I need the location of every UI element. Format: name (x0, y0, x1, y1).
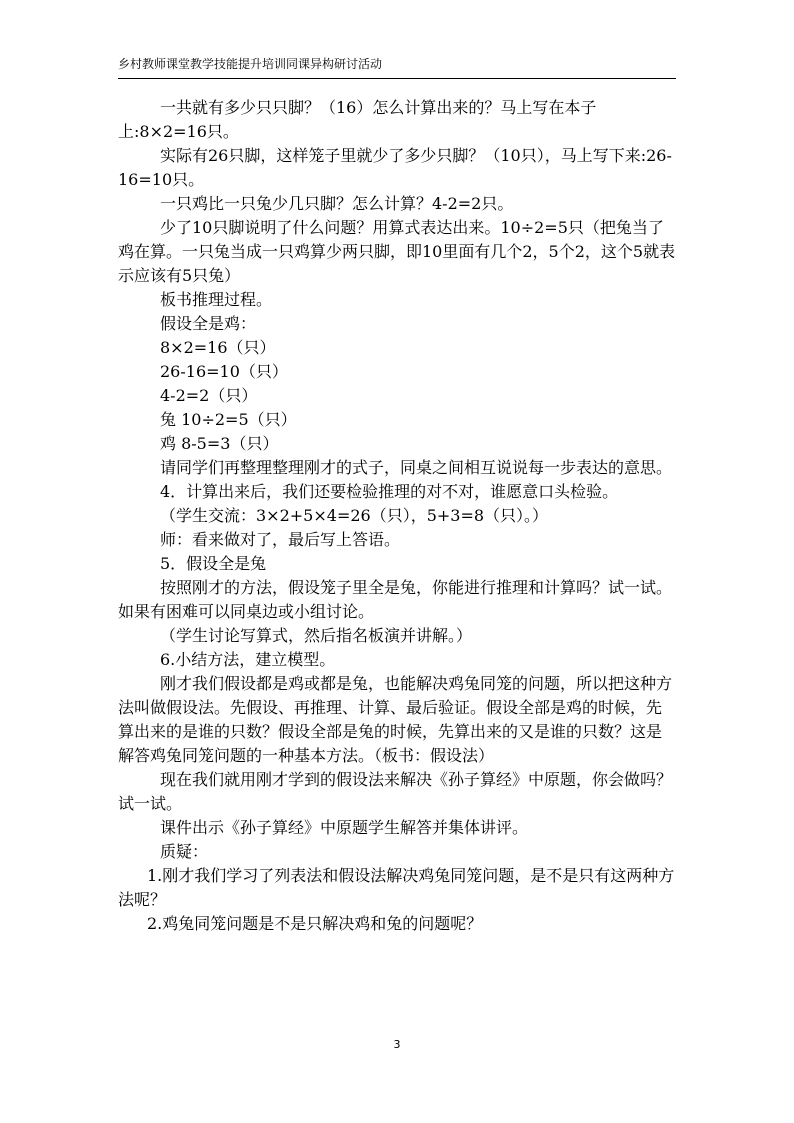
paragraph: 质疑： (160, 842, 209, 861)
paragraph: 板书推理过程。 (160, 290, 273, 309)
document-body (118, 96, 676, 936)
equation-line: 4-2=2（只） (160, 386, 258, 405)
header-rule (118, 78, 676, 79)
paragraph: 师：看来做对了，最后写上答语。 (160, 530, 401, 549)
equation-line: 兔 10÷2=5（只） (160, 410, 297, 429)
paragraph: 现在我们就用刚才学到的假设法来解决《孙子算经》中原题，你会做吗？试一试。 (118, 770, 673, 813)
paragraph: 假设全是鸡： (160, 314, 257, 333)
paragraph: 刚才我们假设都是鸡或都是兔，也能解决鸡兔同笼的问题，所以把这种方法叫做假设法。先假设、再推理、计算、最后验证。假设全部是鸡的时候，先算出来的是谁的只数？假设全部是兔的时候，先算出来的又是谁的只数？这是解答鸡兔同笼问题的一种基本方法。（板书：假设法） (118, 674, 673, 765)
question-item: 1.刚才我们学习了列表法和假设法解决鸡兔同笼问题，是不是只有这两种方法呢？ (118, 866, 675, 909)
section-heading: 6.小结方法，建立模型。 (160, 650, 336, 669)
question-item: 2.鸡兔同笼问题是不是只解决鸡和兔的问题呢？ (147, 914, 483, 933)
paragraph: 课件出示《孙子算经》中原题学生解答并集体讲评。 (160, 818, 529, 837)
paragraph: 一只鸡比一只兔少几只脚？怎么计算？4-2=2只。 (160, 194, 514, 213)
paragraph: （学生讨论写算式，然后指名板演并讲解。） (160, 626, 473, 645)
paragraph: （学生交流：3×2+5×4=26（只），5+3=8（只）。） (160, 506, 549, 525)
equation-line: 8×2=16（只） (160, 338, 276, 357)
section-heading: 5．假设全是兔 (160, 554, 267, 573)
page-number: 3 (393, 1038, 401, 1051)
paragraph: 实际有26只脚，这样笼子里就少了多少只脚？（10只），马上写下来:26-16=10只。 (118, 146, 672, 189)
paragraph: 4．计算出来后，我们还要检验推理的对不对，谁愿意口头检验。 (160, 482, 619, 501)
equation-line: 鸡 8-5=3（只） (160, 434, 279, 453)
page-header: 乡村教师课堂教学技能提升培训同课异构研讨活动 (118, 57, 383, 71)
paragraph: 请同学们再整理整理刚才的式子，同桌之间相互说说每一步表达的意思。 (160, 458, 673, 477)
paragraph: 按照刚才的方法，假设笼子里全是兔，你能进行推理和计算吗？试一试。如果有困难可以同桌边或小组讨论。 (118, 578, 673, 621)
paragraph: 一共就有多少只只脚？（16）怎么计算出来的？马上写在本子上:8×2=16只。 (118, 98, 597, 141)
paragraph: 少了10只脚说明了什么问题？用算式表达出来。10÷2=5只（把兔当了鸡在算。一只兔当成一只鸡算少两只脚，即10里面有几个2，5个2，这个5就表示应该有5只兔） (118, 218, 676, 285)
equation-line: 26-16=10（只） (160, 362, 288, 381)
